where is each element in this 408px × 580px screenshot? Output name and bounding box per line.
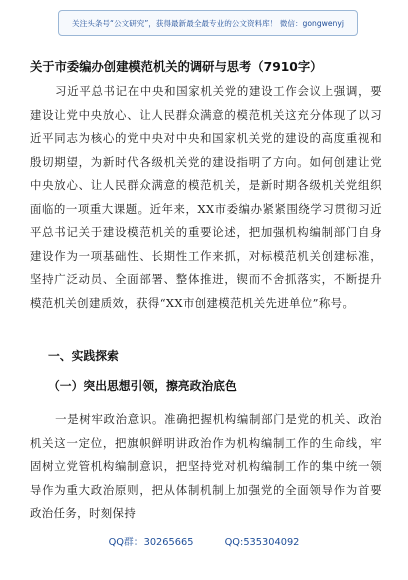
- subsection-heading: （一）突出思想引领，擦亮政治底色: [48, 379, 237, 393]
- promo-banner-text: 关注头条号“公文研究”，获得最新最全最专业的公文资料库！ 微信：gongwenyj: [72, 18, 344, 28]
- body-paragraph: 一是树牢政治意识。准确把握机构编制部门是党的机关、政治机关这一定位，把旗帜鲜明讲政治作为机构编制工作的生命线，牢固树立党管机构编制意识，把坚持党对机构编制工作的集中统一领导作为重大政治原则，把从体制机制上加强党的全面领导作为首要政治任务，时刻保持: [30, 412, 382, 520]
- intro-paragraph: 习近平总书记在中央和国家机关党的建设工作会议上强调，要建设让党中央放心、让人民群众满意的模范机关这充分体现了以习近平同志为核心的党中央对中央和国家机关党的建设的高度重视和殷切期望，为新时代各级机关党的建设指明了方向。如何创建让党中央放心、让人民群众满意的模范机关，是新时期各级机关党组织面临的一项重大课题。近年来，XX市委编办紧紧围绕学习贯彻习近平总书记关于建设模范机关的重要论述，把加强机构编制部门自身建设作为一项基础性、长期性工作来抓，对标模范机关创建标准，坚持广泛动员、全面部署、整体推进，锲而不舍抓落实，不断提升模范机关创建质效，获得“XX市创建模范机关先进单位”称号。: [30, 84, 382, 310]
- page-footer: [0, 534, 408, 548]
- document-title: 关于市委编办创建模范机关的调研与思考（7910字）: [30, 60, 323, 74]
- footer-qq: QQ:535304092: [224, 537, 300, 548]
- section-heading: 一、实践探索: [48, 349, 119, 363]
- footer-qq-group: QQ群：30265665: [108, 537, 194, 548]
- promo-banner: [58, 10, 358, 36]
